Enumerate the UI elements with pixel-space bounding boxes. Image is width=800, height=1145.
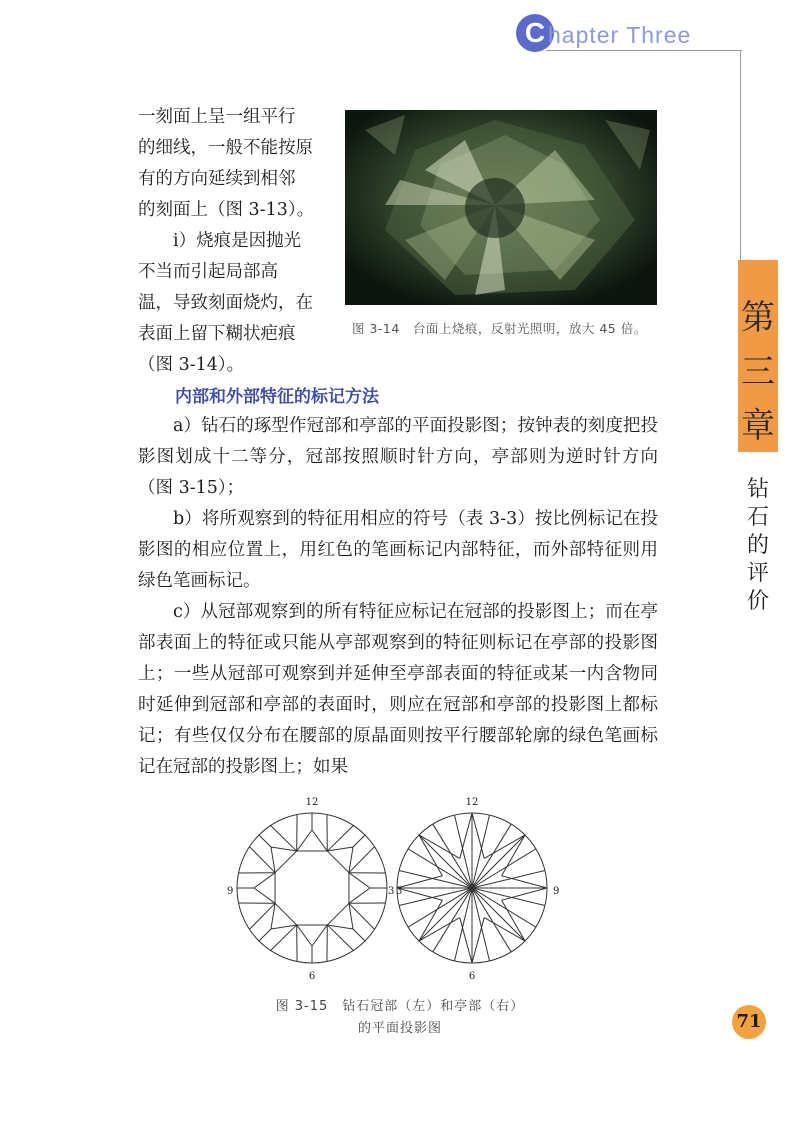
crown-label-9: 9 bbox=[227, 886, 234, 897]
paragraph-h-end: 一刻面上呈一组平行 的细线，一般不能按原 有的方向延续到相邻 的刻面上（图 3-13）。 bbox=[138, 107, 315, 220]
crown-label-3: 3 bbox=[388, 886, 395, 897]
paragraph-i: i）烧痕是因抛光 不当而引起局部高 温，导致刻面烧灼，在 表面上留下糊状疤痕 （图 3-14）。 bbox=[138, 231, 313, 375]
pavilion-lower-girdle-edge bbox=[472, 888, 545, 906]
crown-star-facet-edge bbox=[297, 830, 312, 851]
section-heading: 内部和外部特征的标记方法 bbox=[175, 387, 379, 407]
crown-label-6: 6 bbox=[308, 971, 316, 980]
subtitle-char: 价 bbox=[746, 589, 769, 614]
crown-star-facet-edge bbox=[297, 925, 312, 946]
subtitle-char: 的 bbox=[746, 533, 769, 558]
crown-star-facet-edge bbox=[312, 830, 327, 851]
pavilion-facet-edge bbox=[472, 918, 484, 963]
pavilion-facet-edge bbox=[460, 813, 472, 858]
crown-main-facet-edge bbox=[259, 929, 271, 941]
crown-label-12: 12 bbox=[305, 797, 319, 808]
pavilion-facet-edge bbox=[502, 876, 547, 888]
tab-char: 第 bbox=[741, 298, 775, 338]
pavilion-facet-edge bbox=[460, 918, 472, 963]
crown-pavilion-diagrams bbox=[225, 795, 585, 980]
diamond-photo-graphic bbox=[345, 110, 657, 305]
pavilion-lower-girdle-edge bbox=[454, 888, 472, 961]
pavilion-projection-diagram bbox=[397, 813, 547, 963]
crown-projection-diagram bbox=[237, 813, 387, 963]
pavilion-label-9: 9 bbox=[553, 886, 560, 897]
crown-main-facet-edge bbox=[259, 835, 271, 847]
crown-main-facet-edge bbox=[353, 929, 365, 941]
pavilion-lower-girdle-edge bbox=[399, 870, 472, 888]
header-rule bbox=[546, 50, 742, 51]
subtitle-char: 钻 bbox=[746, 477, 769, 502]
pavilion-lower-girdle-edge bbox=[454, 815, 472, 888]
crown-table-facet bbox=[275, 851, 349, 925]
pavilion-lower-girdle-edge bbox=[472, 888, 490, 961]
figure-caption-line1: 图 3-15 钻石冠部（左）和亭部（右） bbox=[275, 999, 525, 1014]
pavilion-facet-edge bbox=[472, 813, 484, 858]
figure-caption bbox=[255, 996, 545, 1040]
pavilion-lower-girdle-edge bbox=[472, 870, 545, 888]
crown-star-facet-edge bbox=[349, 888, 370, 903]
diamond-burn-mark-photo bbox=[345, 110, 657, 305]
crown-star-facet-edge bbox=[254, 888, 275, 903]
pavilion-label-3: 3 bbox=[396, 886, 403, 897]
chapter-badge: C bbox=[516, 14, 554, 52]
pavilion-facet-edge bbox=[397, 888, 442, 900]
figure-caption-line2: 的平面投影图 bbox=[357, 1021, 442, 1036]
tab-char: 章 bbox=[741, 406, 775, 446]
tab-char: 三 bbox=[741, 352, 775, 392]
main-body-text bbox=[138, 411, 658, 783]
crown-star-facet-edge bbox=[312, 925, 327, 946]
pavilion-label-12: 12 bbox=[465, 797, 479, 808]
pavilion-label-6: 6 bbox=[468, 971, 476, 980]
subtitle-char: 石 bbox=[746, 505, 769, 530]
crown-main-facet-edge bbox=[353, 835, 365, 847]
chapter-title: hapter Three bbox=[548, 22, 692, 48]
left-column-text bbox=[138, 102, 334, 381]
subtitle-char: 评 bbox=[746, 561, 769, 586]
pavilion-lower-girdle-edge bbox=[472, 815, 490, 888]
page-number: 71 bbox=[732, 1005, 766, 1039]
pavilion-facet-edge bbox=[397, 876, 442, 888]
crown-star-facet-edge bbox=[254, 873, 275, 888]
pavilion-facet-edge bbox=[502, 888, 547, 900]
chapter-subtitle bbox=[738, 476, 778, 616]
paragraph-c: c）从冠部观察到的所有特征应标记在冠部的投影图上；而在亭部表面上的特征或只能从亭部观察到的特征则标记在亭部的投影图上；一些从冠部可观察到并延伸至亭部表面的特征或某一内含物同时延伸到冠部和亭部的表面时，则应在冠部和亭部的投影图上都标记；有些仅仅分布在腰部的原晶面则按平行腰部轮廓的绿色笔画标记在冠部的投影图上；如果 bbox=[138, 602, 658, 777]
side-rule bbox=[740, 50, 741, 260]
paragraph-b: b）将所观察到的特征用相应的符号（表 3-3）按比例标记在投影图的相应位置上，用红色的笔画标记内部特征，而外部特征则用绿色笔画标记。 bbox=[138, 509, 658, 591]
pavilion-culet bbox=[470, 886, 474, 890]
crown-star-facet-edge bbox=[349, 873, 370, 888]
pavilion-lower-girdle-edge bbox=[399, 888, 472, 906]
projection-diagrams-svg bbox=[225, 795, 585, 980]
chapter-side-tab bbox=[738, 260, 778, 452]
photo-caption: 图 3-14 台面上烧痕，反射光照明，放大 45 倍。 bbox=[352, 321, 647, 336]
paragraph-a: a）钻石的琢型作冠部和亭部的平面投影图；按钟表的刻度把投影图划成十二等分，冠部按照顺时针方向，亭部则为逆时针方向（图 3-15）； bbox=[138, 416, 658, 498]
